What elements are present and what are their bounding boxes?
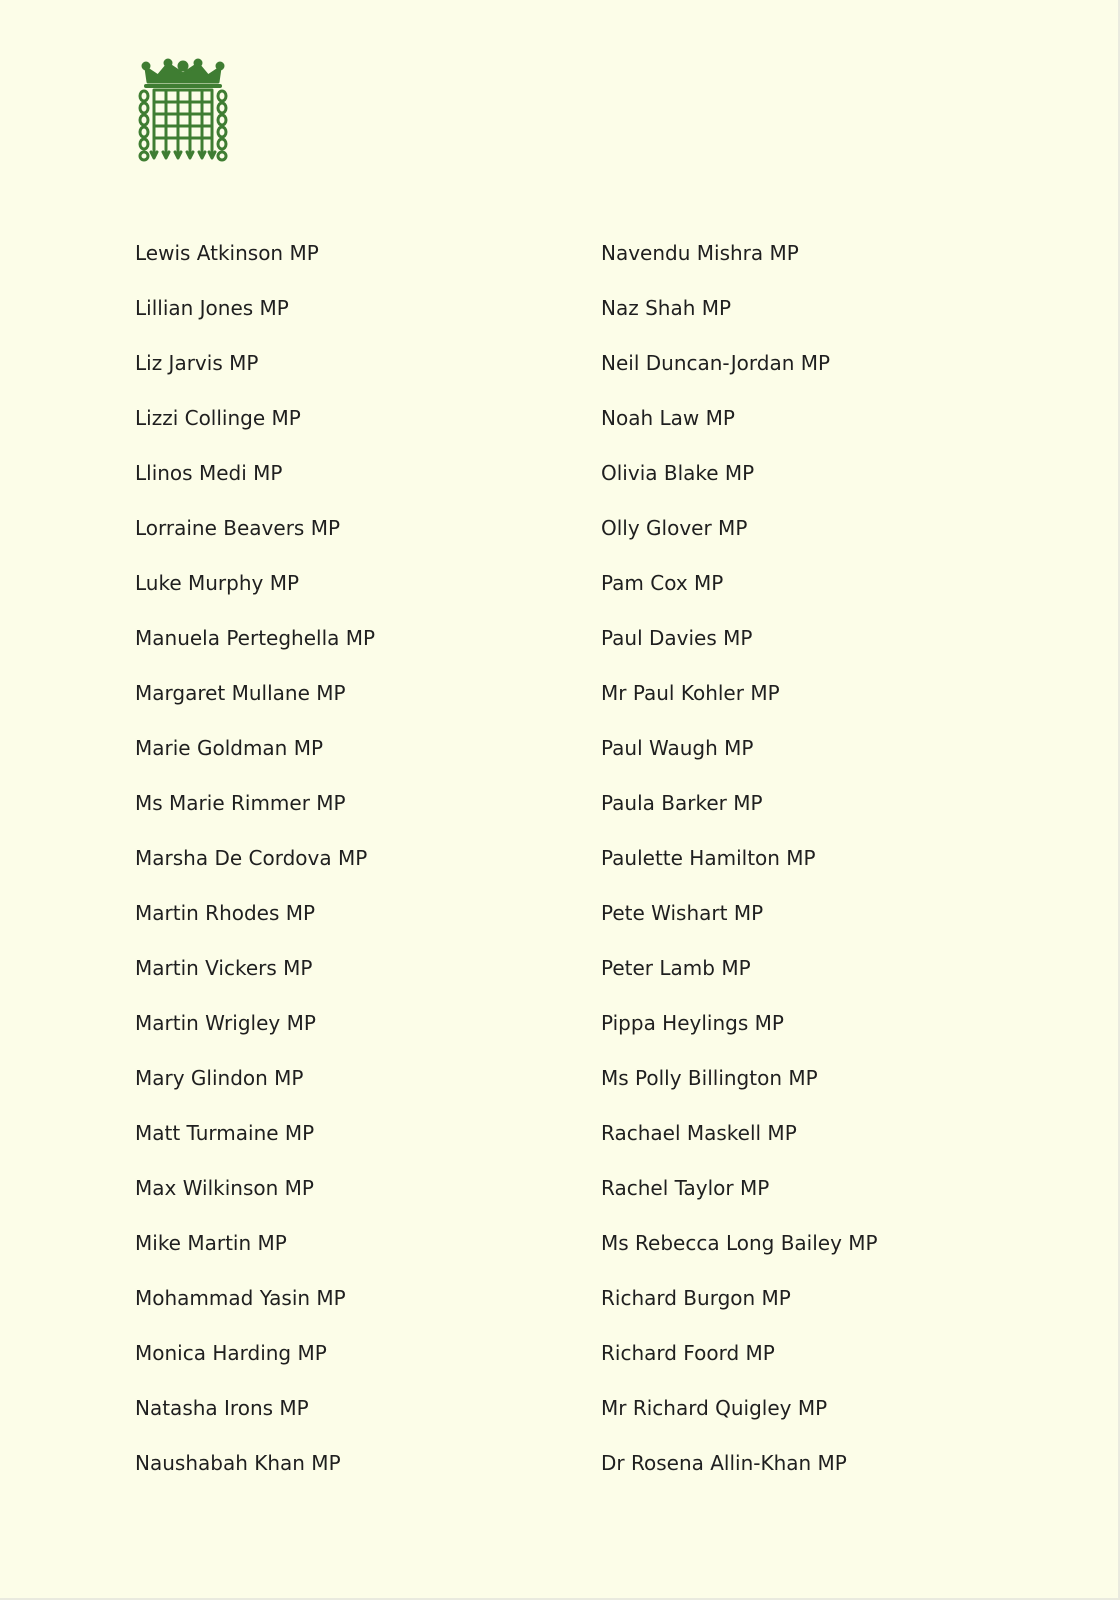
- member-name: Ms Marie Rimmer MP: [135, 791, 346, 815]
- member-name: Neil Duncan-Jordan MP: [601, 351, 831, 375]
- member-name: Pam Cox MP: [601, 571, 724, 595]
- member-name: Olly Glover MP: [601, 516, 748, 540]
- member-name: Rachael Maskell MP: [601, 1121, 797, 1145]
- member-name: Martin Wrigley MP: [135, 1011, 316, 1035]
- portcullis-crown-svg: [138, 58, 228, 162]
- member-name: Mike Martin MP: [135, 1231, 287, 1255]
- member-name: Mr Richard Quigley MP: [601, 1396, 828, 1420]
- member-name: Monica Harding MP: [135, 1341, 327, 1365]
- member-name: Peter Lamb MP: [601, 956, 751, 980]
- member-name: Matt Turmaine MP: [135, 1121, 315, 1145]
- portcullis-crown-icon: [138, 58, 228, 162]
- member-name: Marsha De Cordova MP: [135, 846, 368, 870]
- member-name: Liz Jarvis MP: [135, 351, 259, 375]
- member-name: Manuela Perteghella MP: [135, 626, 376, 650]
- member-name: Ms Rebecca Long Bailey MP: [601, 1231, 878, 1255]
- member-name: Natasha Irons MP: [135, 1396, 309, 1420]
- member-list-right: [601, 238, 878, 1503]
- member-list-left: [135, 238, 375, 1503]
- member-name: Naz Shah MP: [601, 296, 732, 320]
- member-name: Noah Law MP: [601, 406, 735, 430]
- member-name: Lewis Atkinson MP: [135, 241, 319, 265]
- member-name: Rachel Taylor MP: [601, 1176, 770, 1200]
- member-name: Max Wilkinson MP: [135, 1176, 314, 1200]
- member-name: Dr Rosena Allin-Khan MP: [601, 1451, 847, 1475]
- member-name: Lizzi Collinge MP: [135, 406, 301, 430]
- member-name: Mr Paul Kohler MP: [601, 681, 780, 705]
- member-name: Paulette Hamilton MP: [601, 846, 816, 870]
- member-name: Paul Davies MP: [601, 626, 753, 650]
- member-name: Luke Murphy MP: [135, 571, 300, 595]
- member-name: Richard Burgon MP: [601, 1286, 791, 1310]
- member-name: Lillian Jones MP: [135, 296, 289, 320]
- member-name: Marie Goldman MP: [135, 736, 324, 760]
- member-name: Llinos Medi MP: [135, 461, 283, 485]
- member-name: Olivia Blake MP: [601, 461, 755, 485]
- member-name: Navendu Mishra MP: [601, 241, 799, 265]
- member-name: Lorraine Beavers MP: [135, 516, 341, 540]
- member-name: Paula Barker MP: [601, 791, 763, 815]
- member-name: Richard Foord MP: [601, 1341, 775, 1365]
- member-name: Pete Wishart MP: [601, 901, 764, 925]
- member-name: Ms Polly Billington MP: [601, 1066, 818, 1090]
- member-name: Mohammad Yasin MP: [135, 1286, 346, 1310]
- member-name: Mary Glindon MP: [135, 1066, 304, 1090]
- member-name: Naushabah Khan MP: [135, 1451, 341, 1475]
- member-name: Paul Waugh MP: [601, 736, 754, 760]
- member-name: Martin Vickers MP: [135, 956, 313, 980]
- member-name: Martin Rhodes MP: [135, 901, 316, 925]
- member-name: Margaret Mullane MP: [135, 681, 346, 705]
- member-name: Pippa Heylings MP: [601, 1011, 784, 1035]
